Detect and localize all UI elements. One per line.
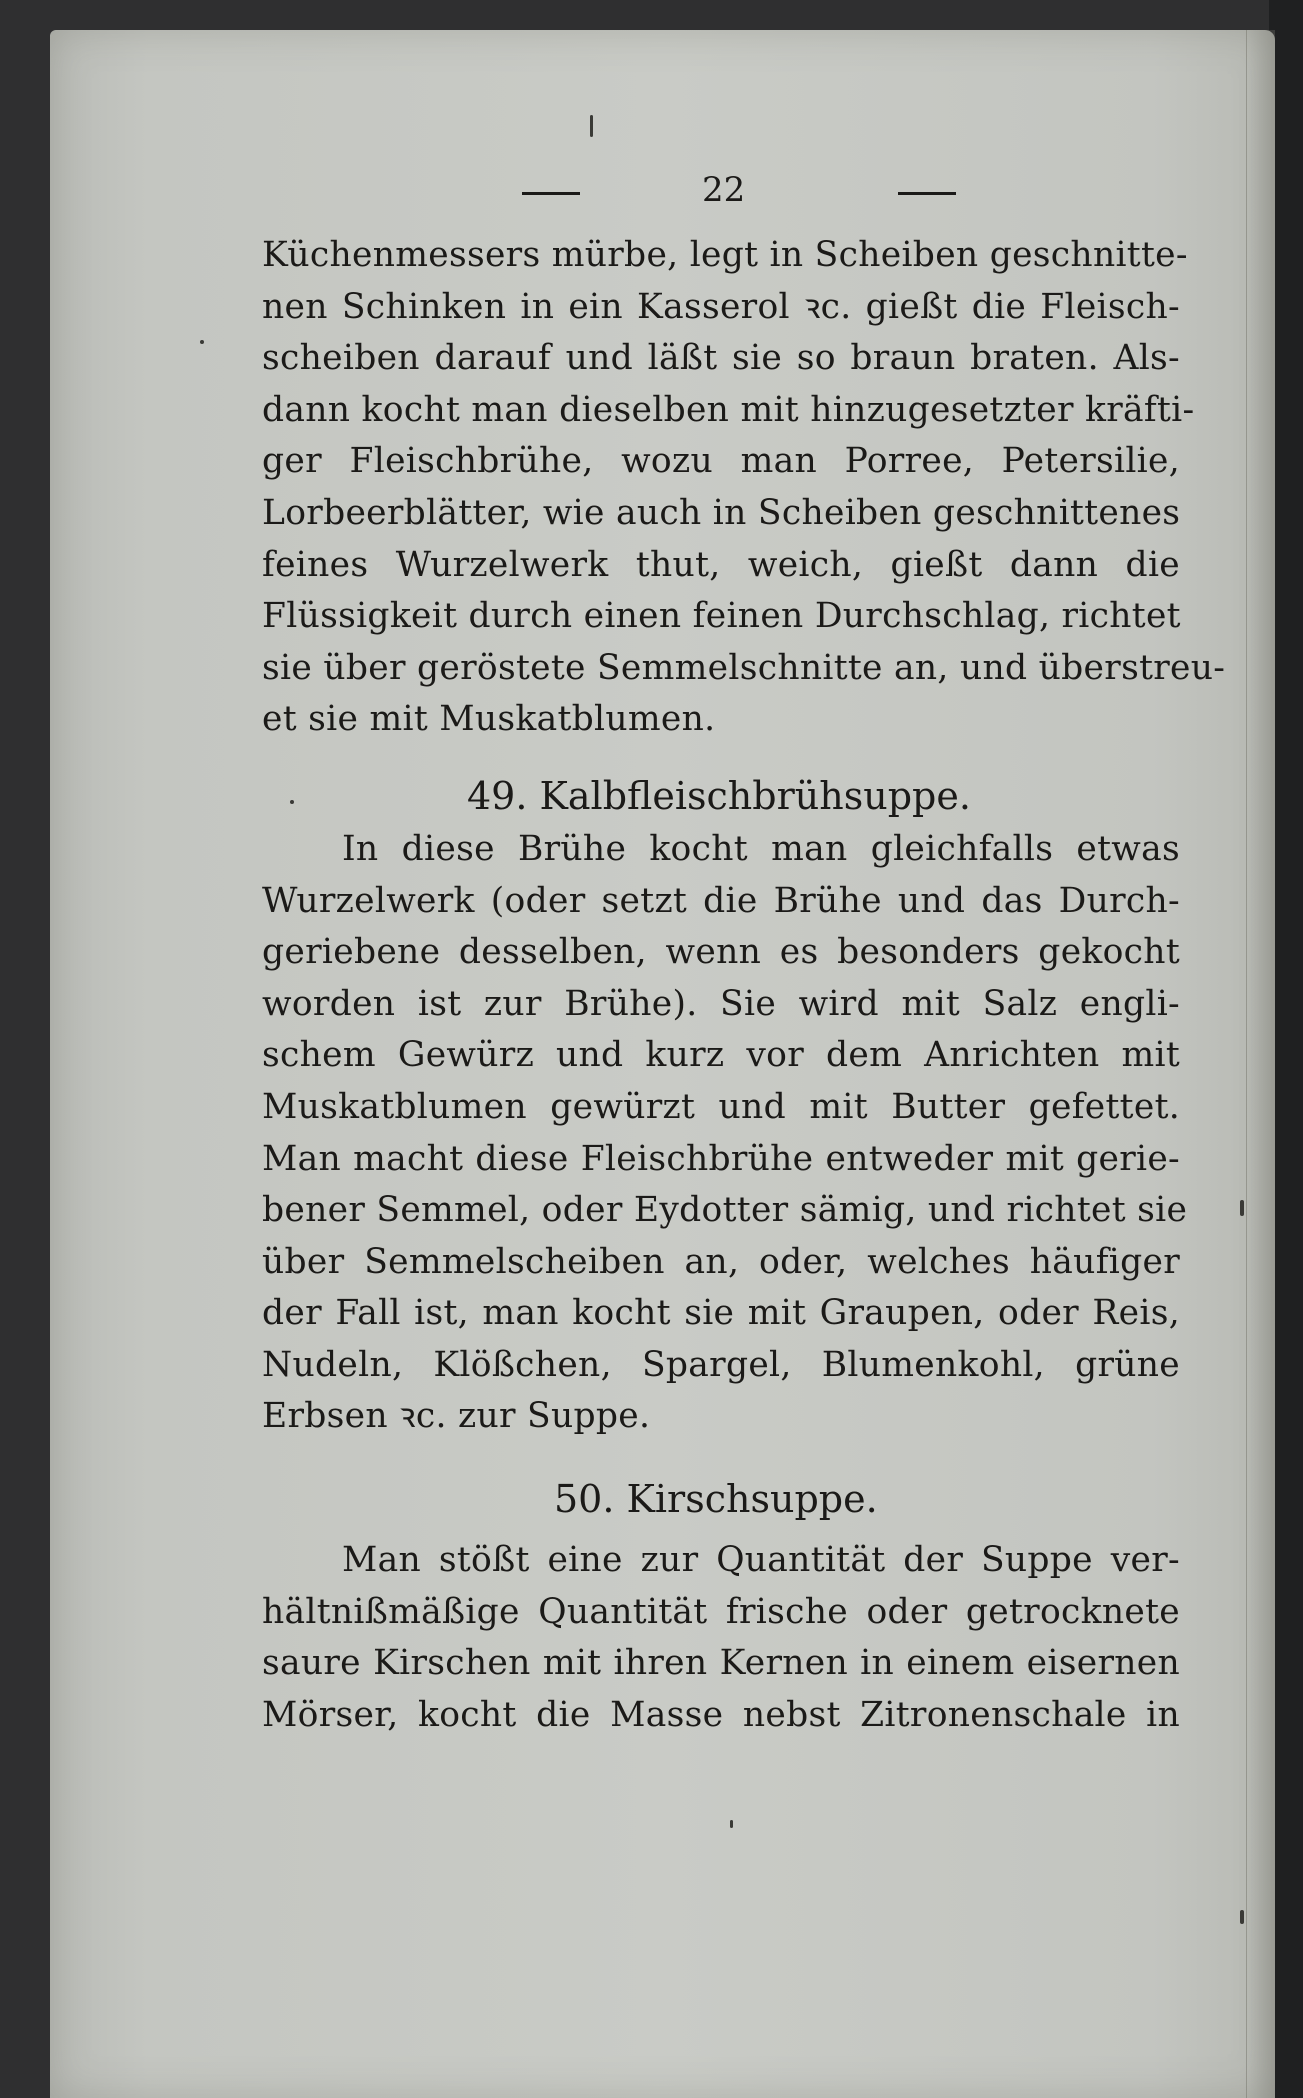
text-line: hältnißmäßige Quantität frische oder getrocknete [262, 1591, 1180, 1632]
text-line: worden ist zur Brühe). Sie wird mit Salz engli- [262, 983, 1180, 1024]
text-line: feines Wurzelwerk thut, weich, gießt dann die [262, 544, 1180, 585]
section-49-body [262, 824, 1188, 1443]
page-edge [1246, 30, 1275, 2098]
text-line: bener Semmel, oder Eydotter sämig, und richtet sie [262, 1190, 1188, 1231]
text-line: saure Kirschen mit ihren Kernen in einem eisernen [262, 1643, 1180, 1684]
text-line: dann kocht man dieselben mit hinzugesetzter kräfti- [262, 389, 1195, 430]
page-number: 22 [702, 170, 746, 210]
ink-speck [1240, 1910, 1244, 1924]
text-line: Mörser, kocht die Masse nebst Zitronenschale in [262, 1694, 1180, 1735]
text-line: Erbsen ꝛc. zur Suppe. [262, 1396, 651, 1437]
text-line: Wurzelwerk (oder setzt die Brühe und das Durch- [262, 880, 1180, 921]
text-line: scheiben darauf und läßt sie so braun braten. Als- [262, 338, 1180, 379]
text-line: der Fall ist, man kocht sie mit Graupen, oder Reis, [262, 1293, 1180, 1334]
section-heading-49: 49. Kalbfleischbrühsuppe. [467, 773, 971, 818]
text-line: über Semmelscheiben an, oder, welches häufiger [262, 1241, 1180, 1282]
page-header [262, 170, 1180, 230]
ink-speck [1240, 1200, 1244, 1216]
section-50-body [262, 1535, 1180, 1741]
header-dash-left [522, 192, 580, 195]
text-line: Flüssigkeit durch einen feinen Durchschlag, richtet [262, 596, 1181, 637]
section-heading-50: 50. Kirschsuppe. [554, 1477, 878, 1522]
page-text [262, 170, 1226, 1741]
text-line: nen Schinken in ein Kasserol ꝛc. gießt die Fleisch- [262, 286, 1180, 327]
text-line: Nudeln, Klößchen, Spargel, Blumenkohl, grüne [262, 1344, 1180, 1385]
ink-speck [200, 340, 204, 344]
text-line: schem Gewürz und kurz vor dem Anrichten mit [262, 1035, 1180, 1076]
text-line: Muskatblumen gewürzt und mit Butter gefettet. [262, 1086, 1180, 1127]
text-line: et sie mit Muskatblumen. [262, 699, 716, 740]
text-line: Man stößt eine zur Quantität der Suppe ver- [342, 1540, 1180, 1581]
ink-speck [730, 1820, 733, 1828]
paragraph-top [262, 230, 1226, 746]
ink-speck [590, 115, 593, 137]
text-line: Man macht diese Fleischbrühe entweder mit gerie- [262, 1138, 1180, 1179]
text-line: Lorbeerblätter, wie auch in Scheiben geschnittenes [262, 492, 1181, 533]
text-line: In diese Brühe kocht man gleichfalls etwas [342, 828, 1180, 869]
text-line: Küchenmessers mürbe, legt in Scheiben geschnitte- [262, 235, 1188, 275]
header-dash-right [898, 192, 956, 195]
text-line: geriebene desselben, wenn es besonders gekocht [262, 932, 1180, 973]
text-line: sie über geröstete Semmelschnitte an, und überstreu- [262, 647, 1226, 688]
text-line: ger Fleischbrühe, wozu man Porree, Petersilie, [262, 441, 1180, 482]
